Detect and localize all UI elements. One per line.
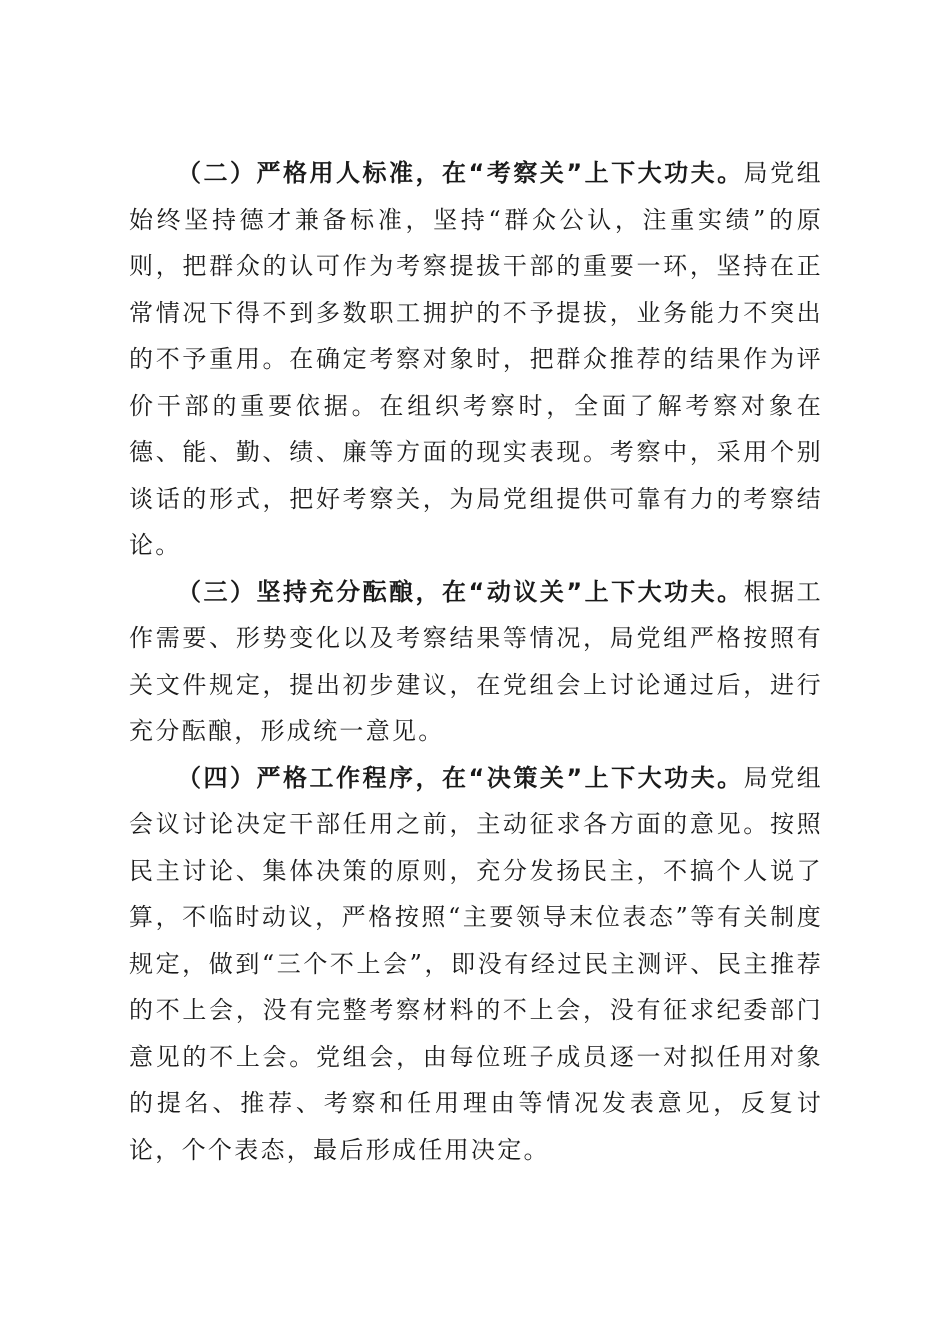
paragraph-2	[129, 150, 823, 569]
paragraph-text: 局党组始终坚持德才兼备标准，坚持“群众公认，注重实绩”的原则，把群众的认可作为考察提拔干部的重要一环，坚持在正常情况下得不到多数职工拥护的不予提拔，业务能力不突出的不予重用。在确定考察对象时，把群众推荐的结果作为评价干部的重要依据。在组织考察时，全面了解考察对象在德、能、勤、绩、廉等方面的现实表现。考察中，采用个别谈话的形式，把好考察关，为局党组提供可靠有力的考察结论。	[129, 159, 823, 559]
paragraph-heading: （二）严格用人标准，在“考察关”上下大功夫。	[177, 159, 744, 187]
paragraph-3	[129, 569, 823, 755]
paragraph-heading: （四）严格工作程序，在“决策关”上下大功夫。	[177, 763, 744, 792]
document-body	[129, 150, 823, 1173]
paragraph-text: 根据工作需要、形势变化以及考察结果等情况，局党组严格按照有关文件规定，提出初步建议，在党组会上讨论通过后，进行充分酝酿，形成统一意见。	[129, 577, 823, 745]
paragraph-4	[129, 755, 823, 1174]
paragraph-heading: （三）坚持充分酝酿，在“动议关”上下大功夫。	[177, 577, 744, 606]
paragraph-text: 局党组会议讨论决定干部任用之前，主动征求各方面的意见。按照民主讨论、集体决策的原则，充分发扬民主，不搞个人说了算，不临时动议，严格按照“主要领导末位表态”等有关制度规定，做到“三个不上会”，即没有经过民主测评、民主推荐的不上会，没有完整考察材料的不上会，没有征求纪委部门意见的不上会。党组会，由每位班子成员逐一对拟任用对象的提名、推荐、考察和任用理由等情况发表意见，反复讨论，个个表态，最后形成任用决定。	[129, 763, 823, 1164]
